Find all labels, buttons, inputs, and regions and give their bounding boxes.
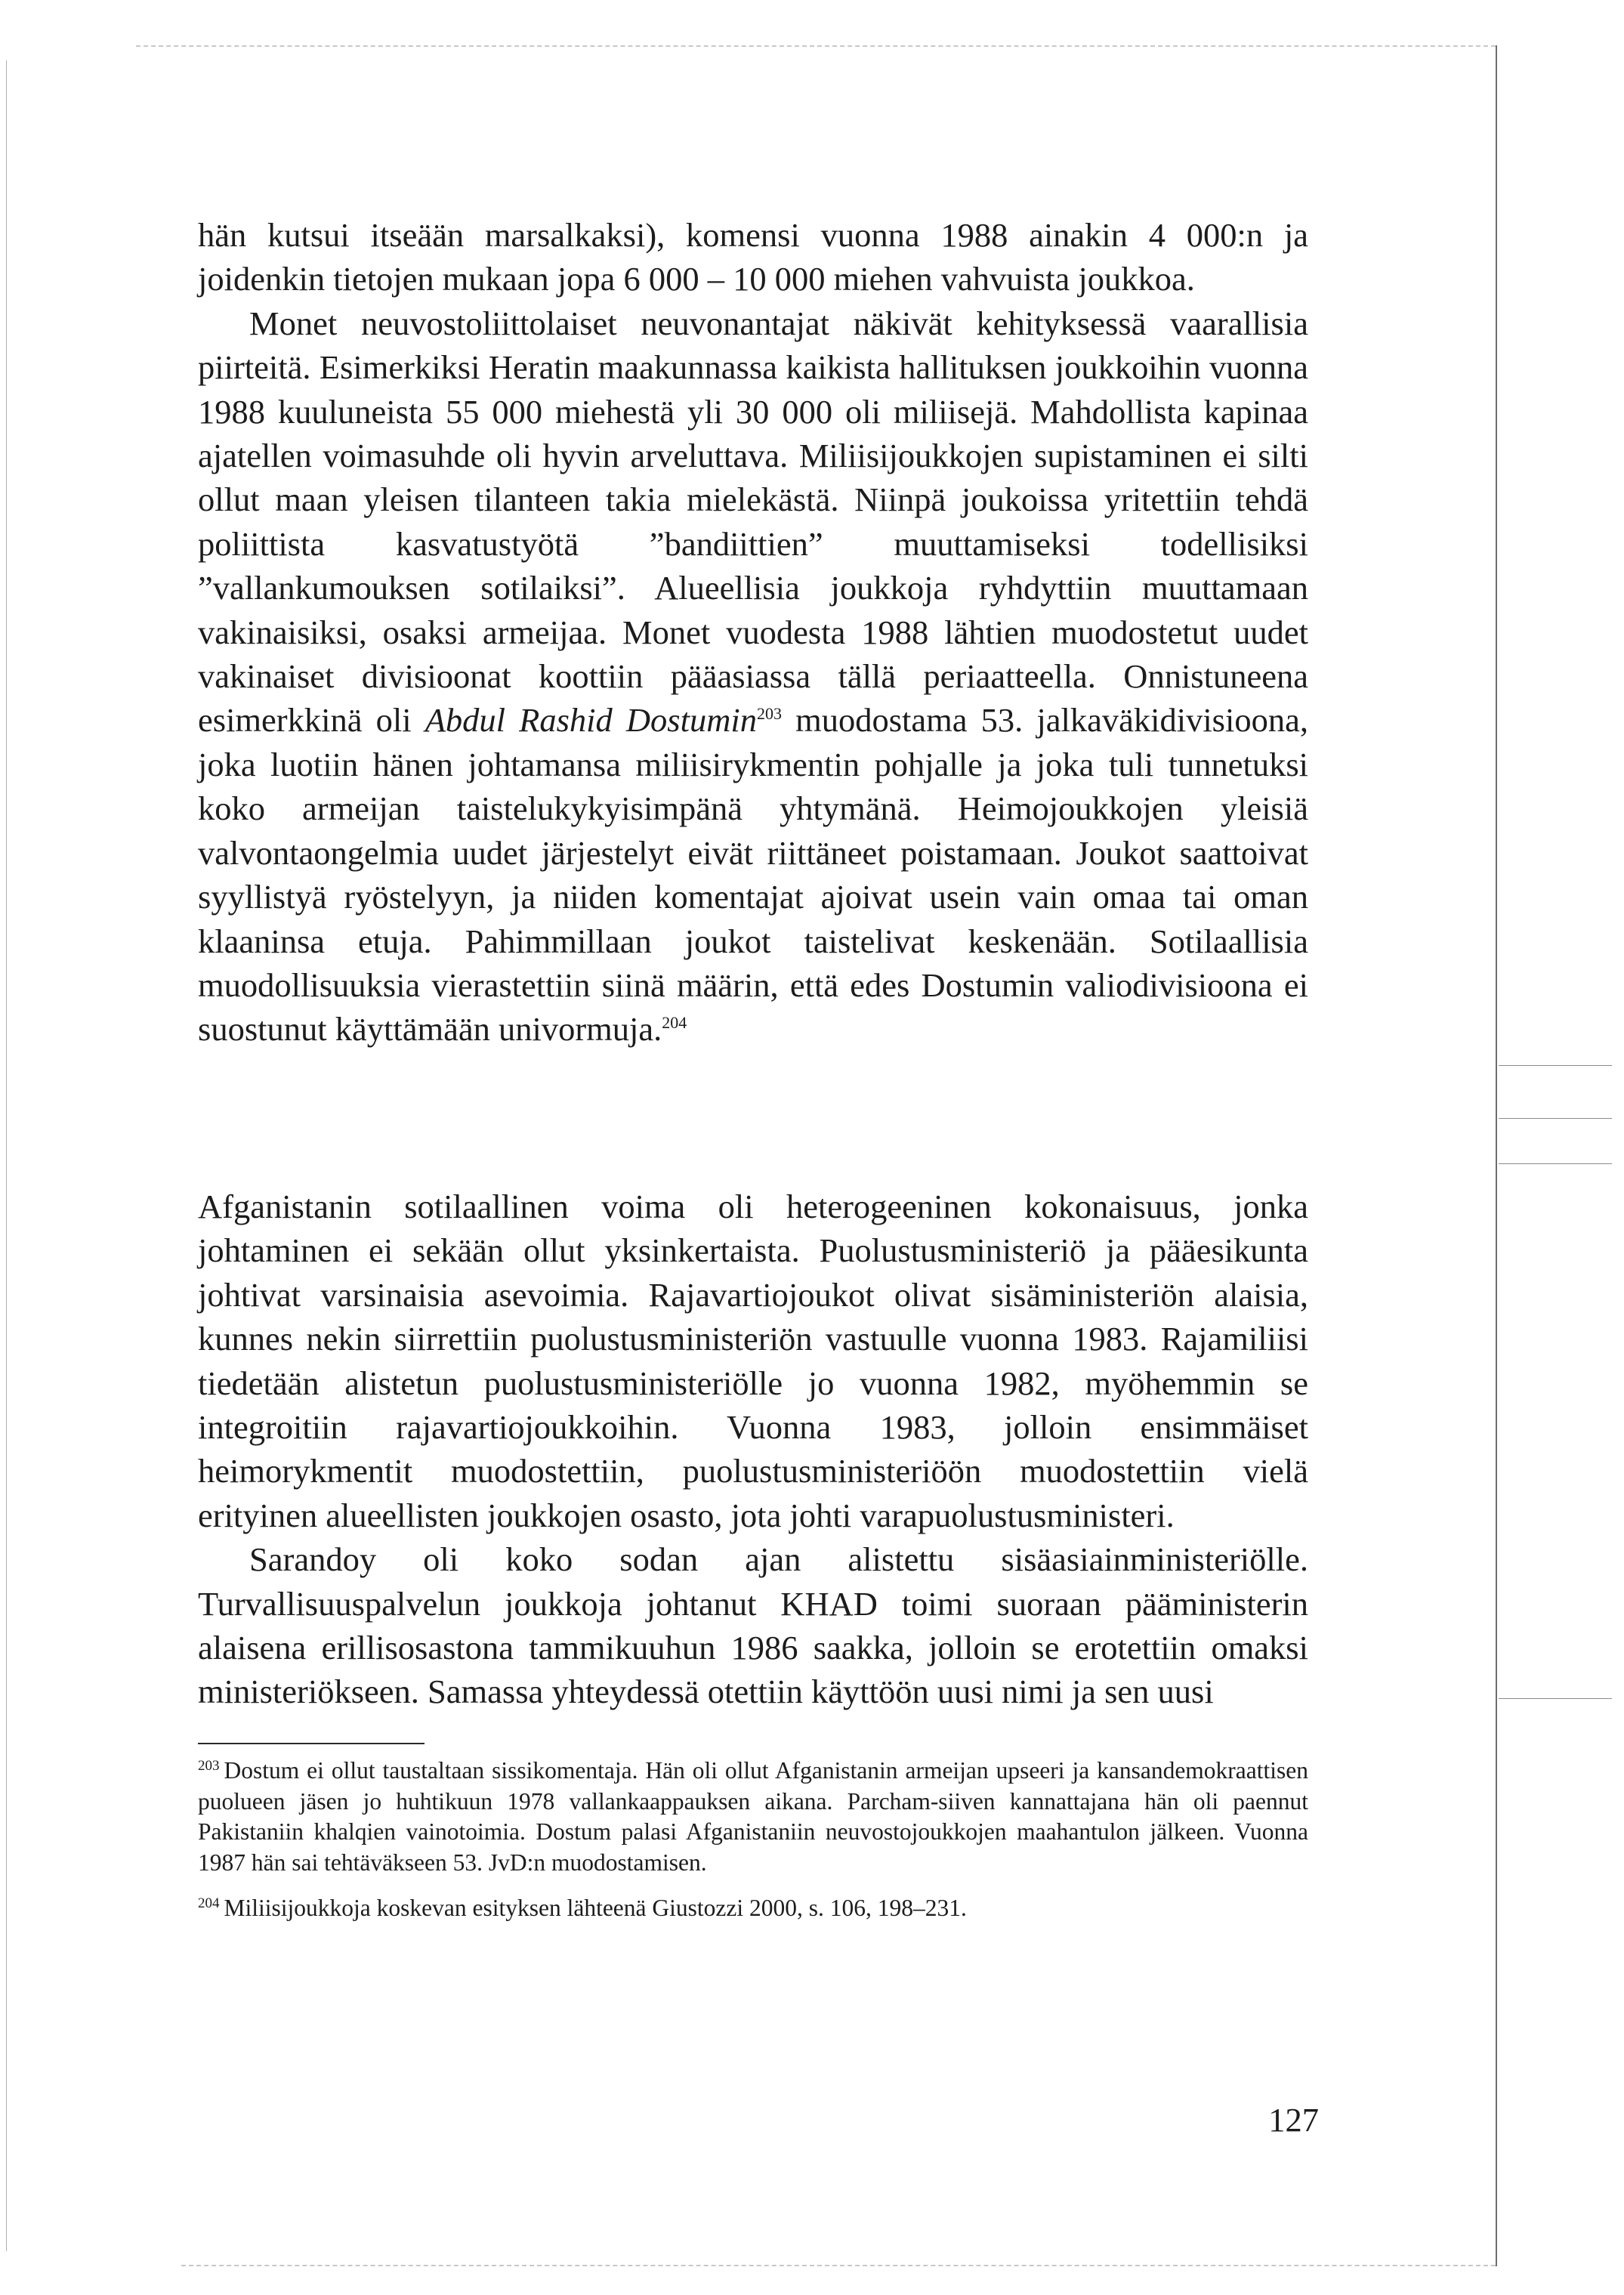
- footnotes: [198, 1756, 1308, 1939]
- footnote-divider: [198, 1743, 425, 1744]
- body-text-bottom: [198, 1185, 1308, 1714]
- paragraph-text: muodostama 53. jalkaväkidivisioona, joka luotiin hänen johtamansa miliisirykmentin pohjalle ja joka tuli tunnetuksi koko armeijan taistelukykyisimpänä yhtymänä. Heimojoukkojen yleisiä valvontaongelmia uudet järjestelyt eivät riittäneet poistamaan. Joukot saattoivat syyllistyä ryöstelyyn, ja niiden komentajat ajoivat usein vain omaa tai oman klaaninsa etuja. Pahimmillaan joukot taistelivat keskenään. Sotilaallisia muodollisuuksia vierastettiin siinä määrin, että edes Dostumin valiodivisioona ei suostunut käyttämään univormuja.: [198, 701, 1308, 1049]
- footnote-reference[interactable]: 204: [662, 1013, 687, 1033]
- paragraph-continuation: hän kutsui itseään marsalkaksi), komensi vuonna 1988 ainakin 4 000:n ja joidenkin tietojen mukaan jopa 6 000 – 10 000 miehen vahvuista joukkoa.: [198, 216, 1308, 298]
- person-name: Abdul Rashid Dostumin: [425, 701, 757, 740]
- edge-mark: [1499, 1065, 1612, 1066]
- scan-artifact-left-edge: [6, 60, 7, 2251]
- scan-artifact-top: [136, 45, 1496, 47]
- edge-mark: [1499, 1698, 1612, 1699]
- body-text-top: [198, 213, 1308, 1052]
- footnote-text: Miliisijoukkoja koskevan esityksen lähteenä Giustozzi 2000, s. 106, 198–231.: [224, 1895, 967, 1921]
- scan-artifact-bottom: [181, 2265, 1496, 2266]
- page-number: 127: [1268, 2101, 1319, 2139]
- footnote-number: 203: [198, 1757, 220, 1774]
- page-edge: [1496, 45, 1497, 2266]
- paragraph-text: Monet neuvostoliittolaiset neuvonantajat näkivät kehityksessä vaarallisia piirteitä. Esimerkiksi Heratin maakunnassa kaikista hallituksen joukkoihin vuonna 1988 kuuluneista 55 000 miehestä yli 30 000 oli miliisejä. Mahdollista kapinaa ajatellen voimasuhde oli hyvin arveluttava. Miliisijoukkojen supistaminen ei silti ollut maan yleisen tilanteen takia mielekästä. Niinpä joukoissa yritettiin tehdä poliittista kasvatustyötä ”bandiittien” muuttamiseksi todellisiksi ”vallankumouksen sotilaiksi”. Alueellisia joukkoja ryhdyttiin muuttamaan vakinaisiksi, osaksi armeijaa. Monet vuodesta 1988 lähtien muodostetut uudet vakinaiset divisioonat koottiin pääasiassa tällä periaatteella. Onnistuneena esimerkkinä oli: [198, 304, 1308, 740]
- footnote-reference[interactable]: 203: [756, 704, 782, 724]
- footnote-203: [198, 1756, 1308, 1878]
- paragraph-command-structure: Afganistanin sotilaallinen voima oli heterogeeninen kokonaisuus, jonka johtaminen ei sekään ollut yksinkertaista. Puolustusministeriö ja pääesikunta johtivat varsinaisia asevoimia. Rajavartiojoukot olivat sisäministeriön alaisia, kunnes nekin siirrettiin puolustusministeriön vastuulle vuonna 1983. Rajamiliisi tiedetään alistetun puolustusministeriölle jo vuonna 1982, myöhemmin se integroitiin rajavartiojoukkoihin. Vuonna 1983, jolloin ensimmäiset heimorykmentit muodostettiin, puolustusministeriöön muodostettiin vielä erityinen alueellisten joukkojen osasto, jota johti varapuolustusministeri.: [198, 1188, 1308, 1534]
- footnote-text: Dostum ei ollut taustaltaan sissikomentaja. Hän oli ollut Afganistanin armeijan upseeri ja kansandemokraattisen puolueen jäsen jo huhtikuun 1978 vallankaappauksen aikana. Parcham-siiven kannattajana hän oli paennut Pakistaniin khalqien vainotoimia. Dostum palasi Afganistaniin neuvostojoukkojen maahantulon jälkeen. Vuonna 1987 hän sai tehtäväkseen 53. JvD:n muodostamisen.: [198, 1757, 1308, 1876]
- paragraph-militia: [198, 301, 1308, 1052]
- edge-mark: [1499, 1118, 1612, 1119]
- edge-mark: [1499, 1163, 1612, 1164]
- paragraph-sarandoy: Sarandoy oli koko sodan ajan alistettu sisäasiainministeriölle. Turvallisuuspalvelun joukkoja johtanut KHAD toimi suoraan pääministerin alaisena erillisosastona tammikuuhun 1986 saakka, jolloin se erotettiin omaksi ministeriökseen. Samassa yhteydessä otettiin käyttöön uusi nimi ja sen uusi: [198, 1540, 1308, 1711]
- footnote-number: 204: [198, 1895, 220, 1911]
- footnote-204: [198, 1893, 1308, 1924]
